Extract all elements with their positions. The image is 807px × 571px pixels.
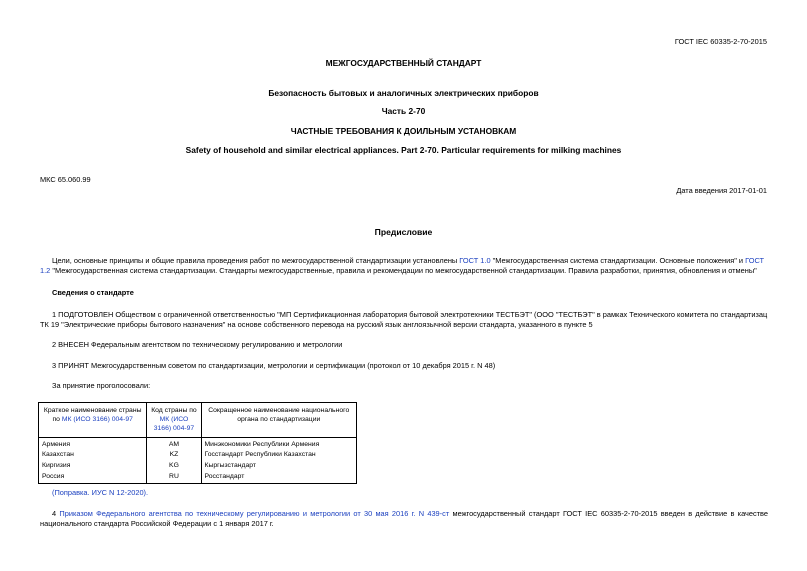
intro-date: Дата введения 2017-01-01 bbox=[676, 186, 767, 195]
cell-body: Кыргызстандарт bbox=[201, 461, 357, 472]
foreword-heading: Предисловие bbox=[374, 227, 433, 237]
cell-code: AM bbox=[147, 437, 201, 450]
cell-country: Армения bbox=[39, 437, 147, 450]
amendment-link[interactable]: (Поправка. ИУС N 12-2020). bbox=[52, 488, 149, 497]
mk-iso-link-1[interactable]: МК (ИСО 3166) 004-97 bbox=[61, 416, 133, 424]
mk-iso-link-2[interactable]: МК (ИСО 3166) 004-97 bbox=[153, 416, 195, 433]
header-code-text: Код страны по bbox=[151, 407, 197, 414]
cell-body: Минэкономики Республики Армения bbox=[201, 437, 357, 450]
foreword-text-b: "Межгосударственная система стандартизации. Основные положения" и bbox=[490, 256, 746, 265]
item-4-number: 4 bbox=[52, 509, 60, 518]
part-number: Часть 2-70 bbox=[381, 106, 426, 116]
table-row bbox=[39, 437, 357, 450]
cell-body: Госстандарт Республики Казахстан bbox=[201, 450, 357, 461]
english-title: Safety of household and similar electrical appliances. Part 2-70. Particular requirements for milking machines bbox=[185, 145, 622, 155]
gost-1-0-link[interactable]: ГОСТ 1.0 bbox=[459, 256, 491, 265]
item-4-enacted bbox=[40, 509, 768, 528]
item-3-adopted: 3 ПРИНЯТ Межгосударственным советом по стандартизации, метрологии и сертификации (протокол от 10 декабря 2015 г. N 48) bbox=[52, 361, 496, 370]
foreword-text-a: Цели, основные принципы и общие правила проведения работ по межгосударственной стандартизации установлены bbox=[52, 256, 460, 265]
table-row bbox=[39, 461, 357, 472]
table-header-row bbox=[39, 403, 357, 438]
standard-type: МЕЖГОСУДАРСТВЕННЫЙ СТАНДАРТ bbox=[325, 58, 482, 68]
cell-country: Казахстан bbox=[39, 450, 147, 461]
table-row bbox=[39, 450, 357, 461]
item-1-prepared: 1 ПОДГОТОВЛЕН Обществом с ограниченной ответственностью "МП Сертификационная лаборатория бытовой электротехники ТЕСТБЭТ" (ООО "ТЕСТБЭТ" в рамках Технического комитета по стандартизац ТК 19 "Электрические приборы бытового назначения" на основе собственного перевода на русский язык англоязычной версии стандарта, указанного в пункте 5 bbox=[40, 310, 768, 329]
cell-country: Россия bbox=[39, 472, 147, 483]
cell-body: Росстандарт bbox=[201, 472, 357, 483]
cell-code: RU bbox=[147, 472, 201, 483]
doc-code: ГОСТ IEC 60335-2-70-2015 bbox=[674, 37, 767, 46]
gost-1-2-link[interactable]: ГОСТ 1.2 bbox=[40, 256, 765, 275]
voting-countries-table bbox=[38, 402, 357, 484]
header-country-text: Краткое наименование страны по bbox=[43, 407, 142, 424]
mks-code: МКС 65.060.99 bbox=[40, 175, 91, 184]
table-row bbox=[39, 472, 357, 483]
foreword-paragraph bbox=[40, 256, 768, 275]
rosstandart-order-link[interactable]: Приказом Федерального агентства по техническому регулированию и метрологии от 30 мая 2016 г. N 439-ст bbox=[59, 509, 450, 518]
header-country-code bbox=[147, 403, 201, 438]
part-title: ЧАСТНЫЕ ТРЕБОВАНИЯ К ДОИЛЬНЫМ УСТАНОВКАМ bbox=[290, 126, 517, 136]
cell-code: KZ bbox=[147, 450, 201, 461]
info-heading: Сведения о стандарте bbox=[52, 288, 134, 297]
header-country-name bbox=[39, 403, 147, 438]
item-2-submitted: 2 ВНЕСЕН Федеральным агентством по техническому регулированию и метрологии bbox=[52, 340, 343, 349]
foreword-text-c: "Межгосударственная система стандартизации. Стандарты межгосударственные, правила и рекомендации по межгосударственной стандартизации. Правила разработки, принятия, обновления и отмены" bbox=[50, 265, 757, 275]
item-4-text: межгосударственный стандарт ГОСТ IEC 60335-2-70-2015 введен в действие в качестве национального стандарта Российской Федерации с 1 января 2017 г. bbox=[40, 509, 769, 528]
voted-label: За принятие проголосовали: bbox=[52, 381, 151, 390]
header-national-body: Сокращенное наименование национального органа по стандартизации bbox=[201, 403, 357, 438]
cell-code: KG bbox=[147, 461, 201, 472]
subject-title: Безопасность бытовых и аналогичных электрических приборов bbox=[268, 88, 539, 98]
cell-country: Киргизия bbox=[39, 461, 147, 472]
